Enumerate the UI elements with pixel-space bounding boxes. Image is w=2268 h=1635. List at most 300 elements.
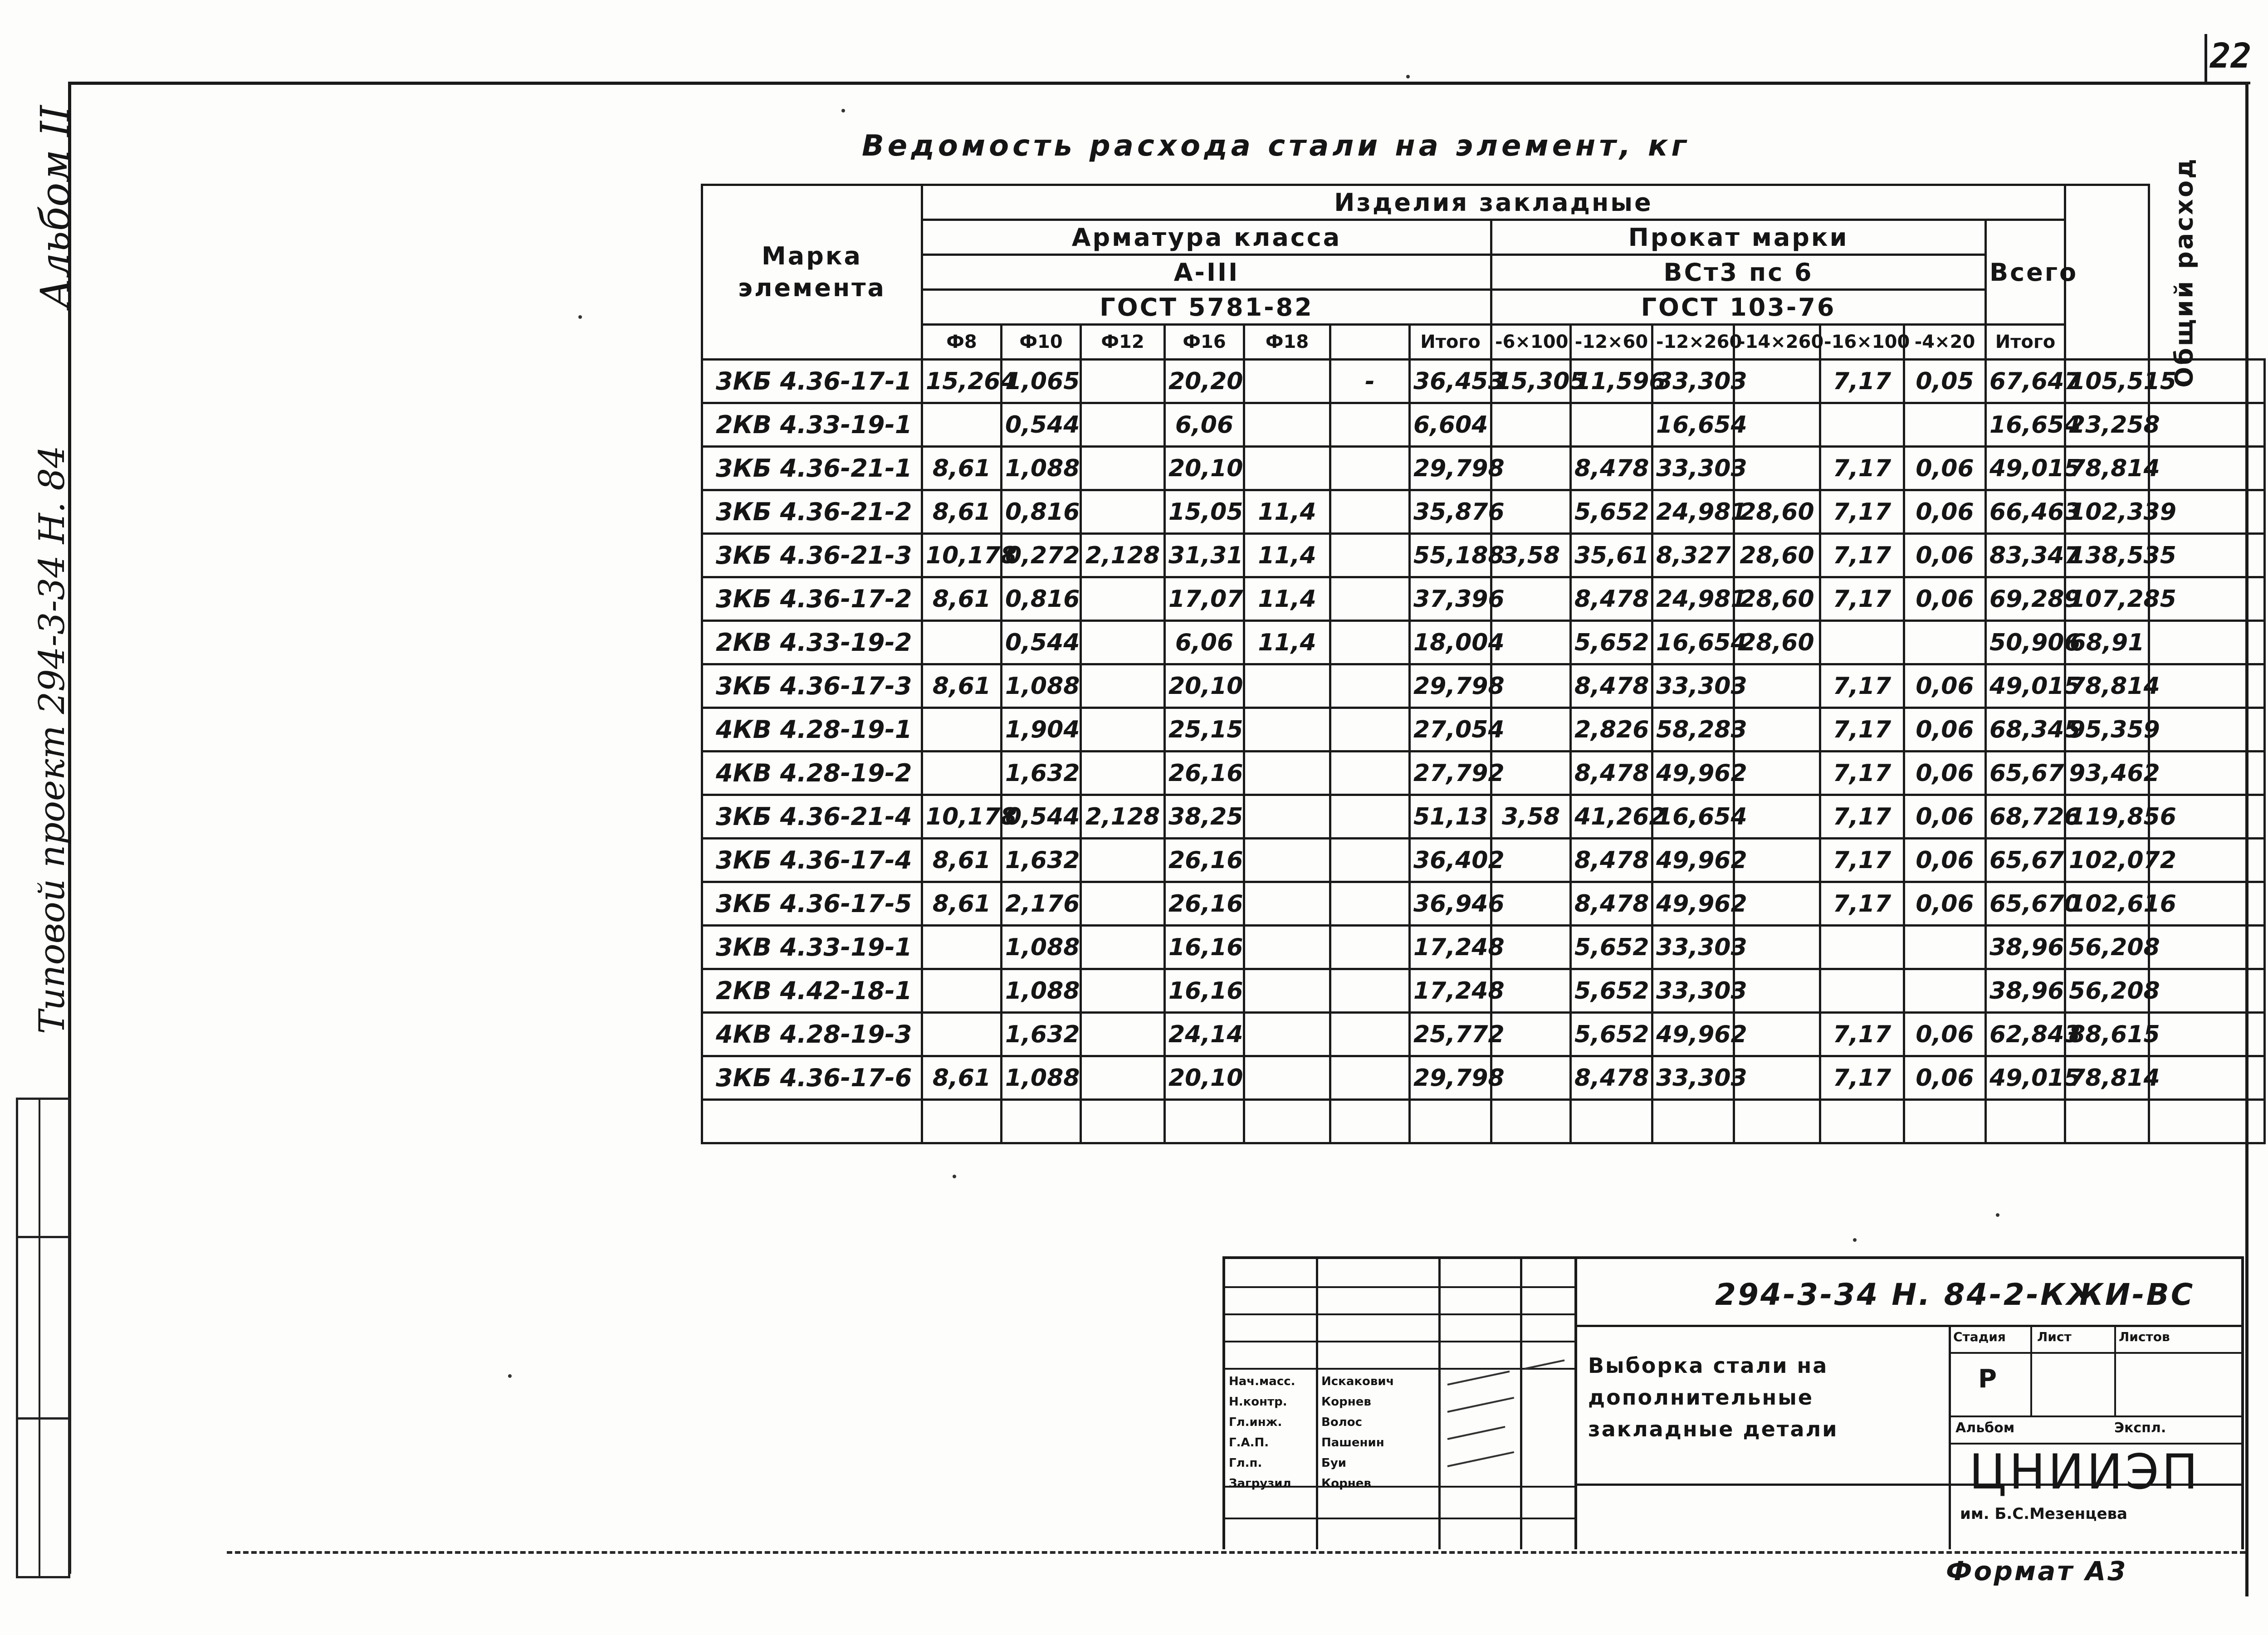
table-cell: 17,07 — [1165, 577, 1244, 621]
table-row — [702, 708, 2265, 752]
table-cell — [2149, 1013, 2265, 1056]
table-cell: 23,258 — [2065, 403, 2149, 447]
table-cell: 78,814 — [2065, 664, 2149, 708]
table-cell: 0,544 — [1002, 621, 1081, 664]
expl-header: Экспл. — [2114, 1420, 2166, 1436]
table-cell — [1904, 403, 1986, 447]
table-cell — [2149, 708, 2265, 752]
table-cell: 29,798 — [1410, 664, 1491, 708]
table-cell — [1081, 1100, 1165, 1143]
element-mark-cell: 3КБ 4.36-17-6 — [702, 1056, 922, 1100]
organization-sub: им. Б.С.Мезенцева — [1960, 1505, 2127, 1523]
table-cell: 18,004 — [1410, 621, 1491, 664]
table-cell: 38,96 — [1986, 969, 2065, 1013]
table-cell: 7,17 — [1820, 1056, 1904, 1100]
role-label: Нач.масс. — [1229, 1375, 1295, 1388]
table-cell — [1904, 969, 1986, 1013]
subheader-cell: Ф18 — [1244, 325, 1330, 360]
table-cell — [2149, 403, 2265, 447]
table-cell: 24,981 — [1652, 577, 1734, 621]
table-cell: 58,283 — [1652, 708, 1734, 752]
page-title: Ведомость расхода стали на элемент, кг — [862, 129, 1690, 163]
header-overall: Общий расход — [2065, 185, 2149, 360]
table-cell: 26,16 — [1165, 882, 1244, 926]
table-cell: 11,4 — [1244, 490, 1330, 534]
table-cell — [1330, 795, 1410, 839]
table-cell: 0,06 — [1904, 882, 1986, 926]
table-cell — [1244, 447, 1330, 490]
subheader-cell: Итого — [1986, 325, 2065, 360]
table-cell — [1330, 882, 1410, 926]
table-cell: 11,4 — [1244, 577, 1330, 621]
element-mark-cell: 4КВ 4.28-19-1 — [702, 708, 922, 752]
table-cell: 1,632 — [1002, 839, 1081, 882]
element-mark-cell: 3КБ 4.36-17-1 — [702, 360, 922, 403]
album-header: Альбом — [1955, 1420, 2015, 1436]
subheader-cell: -6×100 — [1491, 325, 1571, 360]
table-row — [702, 1056, 2265, 1100]
subheader-cell: -12×60 — [1571, 325, 1652, 360]
table-cell — [1652, 1100, 1734, 1143]
table-cell — [2149, 1100, 2265, 1143]
table-cell — [1081, 621, 1165, 664]
table-cell — [2149, 621, 2265, 664]
title-block — [1222, 1256, 2244, 1549]
element-mark-cell: 3КБ 4.36-17-4 — [702, 839, 922, 882]
table-cell: 49,015 — [1986, 1056, 2065, 1100]
table-cell: 20,10 — [1165, 447, 1244, 490]
table-cell: 2,826 — [1571, 708, 1652, 752]
table-cell: 24,981 — [1652, 490, 1734, 534]
table-cell — [1330, 1056, 1410, 1100]
table-cell — [2149, 664, 2265, 708]
table-cell — [922, 926, 1002, 969]
table-cell — [1491, 1100, 1571, 1143]
table-cell — [1330, 708, 1410, 752]
table-cell: 119,856 — [2065, 795, 2149, 839]
table-cell: 56,208 — [2065, 969, 2149, 1013]
table-cell: 1,904 — [1002, 708, 1081, 752]
table-cell — [1820, 1100, 1904, 1143]
table-row — [702, 664, 2265, 708]
table-cell: 88,615 — [2065, 1013, 2149, 1056]
table-cell — [1081, 360, 1165, 403]
table-cell — [1330, 403, 1410, 447]
table-cell: 33,303 — [1652, 1056, 1734, 1100]
table-cell: 28,60 — [1734, 490, 1820, 534]
table-cell: 49,015 — [1986, 447, 2065, 490]
table-cell: 7,17 — [1820, 664, 1904, 708]
table-cell: 65,67 — [1986, 839, 2065, 882]
table-cell: 0,06 — [1904, 752, 1986, 795]
element-mark-cell: 4КВ 4.28-19-2 — [702, 752, 922, 795]
format-label: Формат А3 — [1946, 1556, 2128, 1586]
table-cell: 8,61 — [922, 490, 1002, 534]
table-row — [702, 839, 2265, 882]
table-cell — [1002, 1100, 1081, 1143]
role-label: Загрузил — [1229, 1477, 1291, 1490]
table-cell: 0,06 — [1904, 664, 1986, 708]
table-cell: 8,478 — [1571, 882, 1652, 926]
person-name: Искакович — [1321, 1375, 1394, 1388]
table-cell — [1820, 926, 1904, 969]
table-cell: 16,654 — [1652, 795, 1734, 839]
element-mark-cell: 2КВ 4.33-19-1 — [702, 403, 922, 447]
table-cell: 62,843 — [1986, 1013, 2065, 1056]
table-cell: 11,4 — [1244, 534, 1330, 577]
table-cell — [1330, 447, 1410, 490]
table-cell: 8,327 — [1652, 534, 1734, 577]
table-cell: 8,61 — [922, 577, 1002, 621]
table-cell: 1,632 — [1002, 1013, 1081, 1056]
table-cell — [1081, 490, 1165, 534]
table-cell: 28,60 — [1734, 534, 1820, 577]
subheader-cell: Ф10 — [1002, 325, 1081, 360]
table-cell: 5,652 — [1571, 926, 1652, 969]
subheader-cell: -12×260 — [1652, 325, 1734, 360]
table-cell: 7,17 — [1820, 795, 1904, 839]
role-label: Г.А.П. — [1229, 1436, 1269, 1450]
table-cell — [1244, 969, 1330, 1013]
table-cell: 3,58 — [1491, 795, 1571, 839]
table-cell: 0,06 — [1904, 490, 1986, 534]
table-cell: 49,015 — [1986, 664, 2065, 708]
stage-header: Стадия — [1953, 1329, 2006, 1344]
role-label: Гл.инж. — [1229, 1415, 1282, 1429]
table-cell: 20,20 — [1165, 360, 1244, 403]
table-cell — [1734, 1100, 1820, 1143]
header-rebar-class: А-III — [922, 255, 1491, 290]
table-cell: 35,61 — [1571, 534, 1652, 577]
table-cell — [922, 708, 1002, 752]
table-cell: 5,652 — [1571, 969, 1652, 1013]
table-cell: 5,652 — [1571, 490, 1652, 534]
element-mark-cell: 3КБ 4.36-21-3 — [702, 534, 922, 577]
element-mark-cell: 3КВ 4.33-19-1 — [702, 926, 922, 969]
table-cell: 24,14 — [1165, 1013, 1244, 1056]
table-cell: 51,13 — [1410, 795, 1491, 839]
table-cell: 0,06 — [1904, 447, 1986, 490]
table-cell: 16,654 — [1652, 403, 1734, 447]
table-cell — [1244, 839, 1330, 882]
table-cell — [1330, 621, 1410, 664]
element-mark-cell: 3КБ 4.36-17-2 — [702, 577, 922, 621]
table-cell: 29,798 — [1410, 1056, 1491, 1100]
element-mark-cell: 3КБ 4.36-21-4 — [702, 795, 922, 839]
table-cell: 66,463 — [1986, 490, 2065, 534]
table-cell: 8,478 — [1571, 664, 1652, 708]
table-cell: 29,798 — [1410, 447, 1491, 490]
table-cell: 5,652 — [1571, 621, 1652, 664]
element-mark-cell: 3КБ 4.36-21-2 — [702, 490, 922, 534]
header-rolled-gost: ГОСТ 103-76 — [1491, 290, 1986, 325]
table-row — [702, 752, 2265, 795]
table-cell: 28,60 — [1734, 621, 1820, 664]
person-name: Волос — [1321, 1415, 1362, 1429]
table-cell — [922, 403, 1002, 447]
frame-bottom-border — [227, 1551, 2245, 1554]
table-cell: 7,17 — [1820, 752, 1904, 795]
table-cell: 8,478 — [1571, 447, 1652, 490]
table-cell: 28,60 — [1734, 577, 1820, 621]
table-cell: 16,16 — [1165, 926, 1244, 969]
table-cell: 17,248 — [1410, 969, 1491, 1013]
table-cell — [1330, 577, 1410, 621]
table-cell — [1081, 403, 1165, 447]
table-cell: 36,946 — [1410, 882, 1491, 926]
table-cell: 0,06 — [1904, 1013, 1986, 1056]
table-cell: 7,17 — [1820, 1013, 1904, 1056]
table-cell: 7,17 — [1820, 490, 1904, 534]
table-cell: 37,396 — [1410, 577, 1491, 621]
table-cell — [1904, 621, 1986, 664]
subheader-cell: -16×100 — [1820, 325, 1904, 360]
table-cell: 102,072 — [2065, 839, 2149, 882]
table-row — [702, 621, 2265, 664]
table-cell: 7,17 — [1820, 577, 1904, 621]
drawing-description: Выборка стали на дополнительные закладные детали — [1588, 1353, 1838, 1441]
table-cell — [1081, 752, 1165, 795]
header-rolled: Прокат марки — [1491, 220, 1986, 255]
table-cell: 8,478 — [1571, 1056, 1652, 1100]
table-cell: 20,10 — [1165, 1056, 1244, 1100]
table-cell: 2,176 — [1002, 882, 1081, 926]
table-row — [702, 795, 2265, 839]
table-cell: 49,962 — [1652, 752, 1734, 795]
table-cell — [702, 1100, 922, 1143]
table-cell: 36,453 — [1410, 360, 1491, 403]
table-cell: 0,816 — [1002, 490, 1081, 534]
table-cell — [1081, 1056, 1165, 1100]
table-cell — [1244, 1100, 1330, 1143]
table-cell: 8,61 — [922, 839, 1002, 882]
table-cell — [1820, 969, 1904, 1013]
table-cell: 16,16 — [1165, 969, 1244, 1013]
table-cell — [1244, 403, 1330, 447]
table-row — [702, 969, 2265, 1013]
table-cell: 65,67 — [1986, 752, 2065, 795]
table-cell — [2149, 447, 2265, 490]
role-label: Гл.п. — [1229, 1456, 1262, 1470]
table-cell: 1,088 — [1002, 1056, 1081, 1100]
sheets-header: Листов — [2119, 1329, 2170, 1344]
table-cell: 6,06 — [1165, 621, 1244, 664]
table-cell — [1330, 490, 1410, 534]
table-cell: - — [1330, 360, 1410, 403]
table-cell: 93,462 — [2065, 752, 2149, 795]
table-cell: 1,632 — [1002, 752, 1081, 795]
person-name: Буи — [1321, 1456, 1346, 1470]
table-cell — [2065, 1100, 2149, 1143]
table-cell: 78,814 — [2065, 447, 2149, 490]
table-cell: 6,06 — [1165, 403, 1244, 447]
subheader-cell: Ф8 — [922, 325, 1002, 360]
header-mark: Марка элемента — [702, 185, 922, 360]
table-row — [702, 534, 2265, 577]
element-mark-cell: 3КБ 4.36-17-3 — [702, 664, 922, 708]
table-cell: 38,25 — [1165, 795, 1244, 839]
header-rebar: Арматура класса — [922, 220, 1491, 255]
subheader-cell: -14×260 — [1734, 325, 1820, 360]
album-label: Альбом II — [32, 105, 78, 308]
table-cell: 8,478 — [1571, 752, 1652, 795]
table-cell: 8,61 — [922, 882, 1002, 926]
table-cell — [1244, 926, 1330, 969]
table-cell: 7,17 — [1820, 839, 1904, 882]
table-cell: 31,31 — [1165, 534, 1244, 577]
table-cell — [1081, 882, 1165, 926]
table-cell — [2149, 1056, 2265, 1100]
header-rolled-grade: ВСт3 пс 6 — [1491, 255, 1986, 290]
table-cell: 15,05 — [1165, 490, 1244, 534]
table-cell — [1330, 969, 1410, 1013]
table-cell: 7,17 — [1820, 447, 1904, 490]
person-name: Корнев — [1321, 1395, 1371, 1409]
table-cell — [1081, 839, 1165, 882]
table-cell: 15,305 — [1491, 360, 1571, 403]
table-cell — [1330, 752, 1410, 795]
table-cell: 0,06 — [1904, 708, 1986, 752]
table-cell: 33,303 — [1652, 926, 1734, 969]
table-cell — [1081, 1013, 1165, 1056]
table-cell: 107,285 — [2065, 577, 2149, 621]
table-cell: 8,61 — [922, 447, 1002, 490]
table-cell: 7,17 — [1820, 708, 1904, 752]
table-cell: 1,088 — [1002, 926, 1081, 969]
table-cell: 1,088 — [1002, 969, 1081, 1013]
table-cell — [1330, 839, 1410, 882]
table-cell: 0,06 — [1904, 534, 1986, 577]
table-cell — [1820, 403, 1904, 447]
subheader-cell — [1330, 325, 1410, 360]
table-cell — [1244, 360, 1330, 403]
stage-value: Р — [1978, 1364, 1997, 1394]
table-cell — [922, 752, 1002, 795]
table-cell — [1330, 1100, 1410, 1143]
table-cell: 16,654 — [1986, 403, 2065, 447]
table-cell: 2,128 — [1081, 795, 1165, 839]
table-cell: 7,17 — [1820, 534, 1904, 577]
table-row — [702, 490, 2265, 534]
table-cell: 5,652 — [1571, 1013, 1652, 1056]
table-cell — [1330, 1013, 1410, 1056]
table-cell — [922, 1100, 1002, 1143]
table-cell: 25,772 — [1410, 1013, 1491, 1056]
table-cell: 0,06 — [1904, 839, 1986, 882]
table-cell — [1244, 882, 1330, 926]
table-cell: 0,272 — [1002, 534, 1081, 577]
table-cell: 1,088 — [1002, 447, 1081, 490]
table-cell: 10,178 — [922, 795, 1002, 839]
table-cell: 0,544 — [1002, 795, 1081, 839]
table-cell: 50,906 — [1986, 621, 2065, 664]
table-cell — [1491, 403, 1571, 447]
table-cell: 26,16 — [1165, 752, 1244, 795]
header-total: Всего — [1986, 220, 2065, 325]
header-group: Изделия закладные — [922, 185, 2065, 220]
table-row — [702, 577, 2265, 621]
table-row — [702, 882, 2265, 926]
element-mark-cell: 3КБ 4.36-21-1 — [702, 447, 922, 490]
table-cell: 35,876 — [1410, 490, 1491, 534]
table-cell — [1904, 1100, 1986, 1143]
header-rebar-gost: ГОСТ 5781-82 — [922, 290, 1491, 325]
table-cell — [1081, 447, 1165, 490]
table-cell: 56,208 — [2065, 926, 2149, 969]
table-row — [702, 403, 2265, 447]
table-cell: 68,345 — [1986, 708, 2065, 752]
table-cell: 69,289 — [1986, 577, 2065, 621]
table-cell: 8,478 — [1571, 577, 1652, 621]
table-cell — [1244, 664, 1330, 708]
table-cell: 0,06 — [1904, 577, 1986, 621]
table-cell: 83,347 — [1986, 534, 2065, 577]
table-cell: 102,339 — [2065, 490, 2149, 534]
table-cell: 95,359 — [2065, 708, 2149, 752]
table-cell: 25,15 — [1165, 708, 1244, 752]
element-mark-cell: 2КВ 4.42-18-1 — [702, 969, 922, 1013]
table-cell: 8,61 — [922, 1056, 1002, 1100]
element-mark-cell: 2КВ 4.33-19-2 — [702, 621, 922, 664]
table-cell — [1081, 708, 1165, 752]
table-row — [702, 926, 2265, 969]
table-cell — [922, 969, 1002, 1013]
table-cell — [1081, 664, 1165, 708]
element-mark-cell: 4КВ 4.28-19-3 — [702, 1013, 922, 1056]
table-cell: 6,604 — [1410, 403, 1491, 447]
table-cell — [922, 621, 1002, 664]
table-cell — [1330, 534, 1410, 577]
subheader-cell: Ф16 — [1165, 325, 1244, 360]
subheader-cell: Ф12 — [1081, 325, 1165, 360]
table-cell: 78,814 — [2065, 1056, 2149, 1100]
element-mark-cell: 3КБ 4.36-17-5 — [702, 882, 922, 926]
margin-stamp-strip — [16, 1098, 70, 1578]
organization-name: ЦНИИЭП — [1969, 1444, 2201, 1500]
person-name: Корнев — [1321, 1477, 1371, 1490]
table-cell: 7,17 — [1820, 882, 1904, 926]
table-cell: 38,96 — [1986, 926, 2065, 969]
sheet-number: 22 — [2210, 35, 2252, 76]
table-cell — [1081, 577, 1165, 621]
subheader-cell: -4×20 — [1904, 325, 1986, 360]
table-cell — [1904, 926, 1986, 969]
table-cell: 20,10 — [1165, 664, 1244, 708]
table-cell — [1244, 708, 1330, 752]
table-cell: 7,17 — [1820, 360, 1904, 403]
table-cell: 0,544 — [1002, 403, 1081, 447]
table-row — [702, 360, 2265, 403]
table-cell: 0,816 — [1002, 577, 1081, 621]
table-cell — [1244, 1013, 1330, 1056]
table-cell: 15,264 — [922, 360, 1002, 403]
table-row — [702, 447, 2265, 490]
table-cell: 33,303 — [1652, 969, 1734, 1013]
table-cell — [922, 1013, 1002, 1056]
table-cell — [2149, 926, 2265, 969]
table-cell — [1165, 1100, 1244, 1143]
table-cell: 1,065 — [1002, 360, 1081, 403]
role-label: Н.контр. — [1229, 1395, 1287, 1409]
drawing-code: 294-3-34 Н. 84-2-КЖИ-ВС — [1715, 1277, 2195, 1312]
table-cell: 26,16 — [1165, 839, 1244, 882]
table-cell: 27,792 — [1410, 752, 1491, 795]
table-cell — [2149, 969, 2265, 1013]
table-cell: 49,962 — [1652, 882, 1734, 926]
table-cell: 105,515 — [2065, 360, 2149, 403]
table-cell — [1571, 403, 1652, 447]
table-cell: 102,616 — [2065, 882, 2149, 926]
